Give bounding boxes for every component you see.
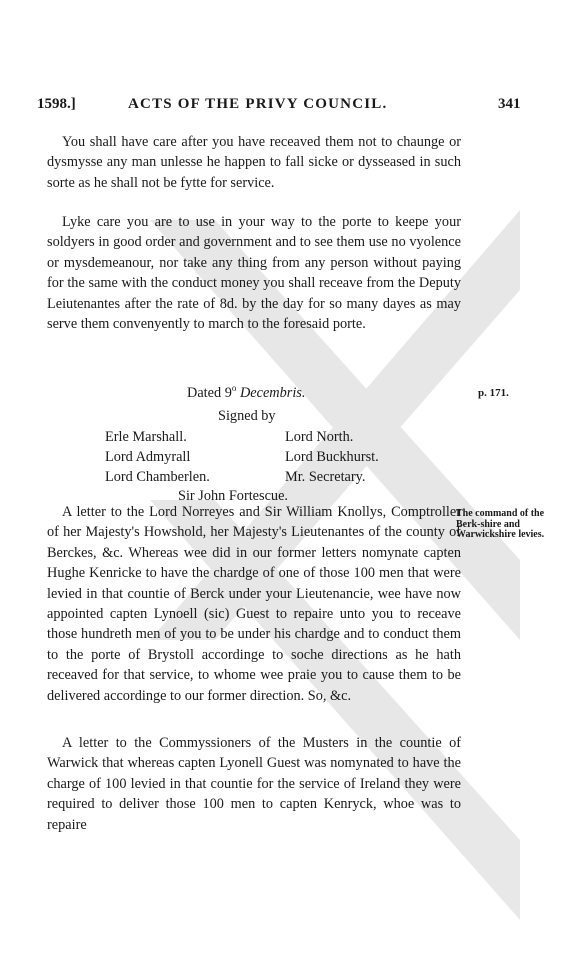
signatory: Lord Chamberlen. bbox=[105, 469, 210, 485]
signed-by-label: Signed by bbox=[218, 408, 276, 424]
paragraph-care-of-soldiers: You shall have care after you have receaved them not to chaunge or dysmysse any man unlesse he happen to fall sicke or dysseased in such sorte as he shall not be fytte for service. bbox=[47, 134, 461, 191]
signatory: Lord Buckhurst. bbox=[285, 449, 379, 465]
paragraph-conduct-money: Lyke care you are to use in your way to the porte to keepe your soldyers in good order and government and to see them use no vyolence or mysdemeanour, nor take any thing from any person without paying for the same with the conduct money you shall receave from the Deputy Leiutenantes after the rate of 8d. by the day for so many dayes as may serve them convenyently to march to the foresaid porte. bbox=[47, 214, 461, 333]
dated-line: Dated 9$^o$ Decembris. bbox=[187, 383, 306, 401]
paragraph-letter-warwick: A letter to the Commyssioners of the Musters in the countie of Warwick that whereas capten Lyonell Guest was nomynated to have the charge of 100 levied in that countie for the service of Ireland they were required to deliver those 100 men to capten Kenryck, whoe was to repaire bbox=[47, 735, 461, 833]
signatory: Erle Marshall. bbox=[105, 429, 187, 445]
dated-superscript: o bbox=[231, 383, 237, 393]
signatory: Lord North. bbox=[285, 429, 354, 445]
header-year: 1598.] bbox=[37, 96, 76, 112]
header-page-number: 341 bbox=[498, 96, 521, 112]
signatory: Sir John Fortescue. bbox=[178, 488, 288, 504]
header-title: ACTS OF THE PRIVY COUNCIL. bbox=[128, 96, 388, 112]
signatory: Mr. Secretary. bbox=[285, 469, 366, 485]
paragraph-letter-berckes: A letter to the Lord Norreyes and Sir William Knollys, Comptroller of her Majesty's Howshold, her Majesty's Lieutenantes of the county of Berckes, &c. Whereas wee did in our former letters nomynate capten Hughe Kenricke to have the chardge of one of those 100 men that were levied in that countie of Berck under your Lieutenancie, wee have now appointed capten Lynoell (sic) Guest to repaire unto you to receave those hundreth men of you to be under his chardge and to conduct them to the porte of Brystoll accordinge to soche directions as he hath receaved for that service, to whome wee praie you to cause them to be delivered accordinge to our former direction. So, &c. bbox=[47, 504, 461, 704]
signatory: Lord Admyrall bbox=[105, 449, 191, 465]
side-page-reference: p. 171. bbox=[478, 387, 509, 399]
dated-month: Decembris. bbox=[239, 384, 306, 401]
margin-note: The command of the Berk-shire and Warwickshire levies. bbox=[456, 508, 545, 540]
